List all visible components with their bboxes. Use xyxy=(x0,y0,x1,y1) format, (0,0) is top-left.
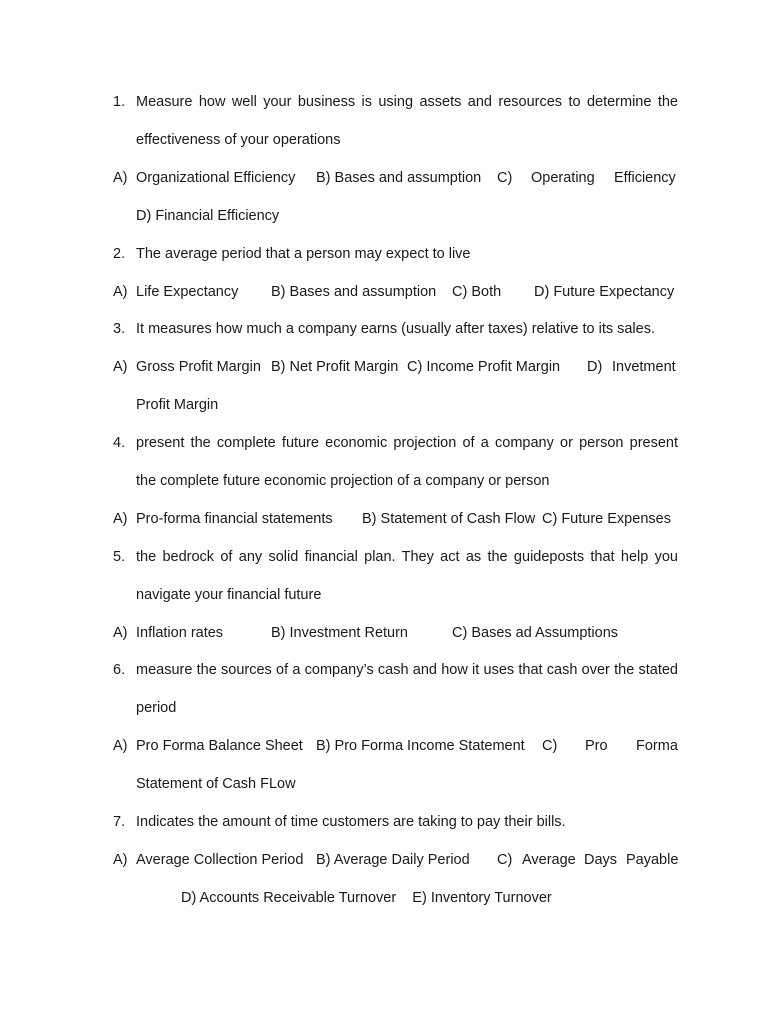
question-5-options xyxy=(0,623,768,643)
option-marker: A) xyxy=(113,511,128,527)
question-text: present the complete future economic projection of a company or person present xyxy=(136,435,678,451)
question-1-continuation xyxy=(0,130,768,150)
option-c-word: Pro xyxy=(585,738,608,754)
option-b: B) Statement of Cash Flow xyxy=(362,511,536,527)
option-marker: A) xyxy=(113,738,128,754)
question-text: measure the sources of a company’s cash and how it uses that cash over the stated xyxy=(136,662,678,678)
option-c: C) Bases ad Assumptions xyxy=(452,625,619,641)
option-marker: A) xyxy=(113,852,128,868)
question-6 xyxy=(0,660,768,680)
option-c-continuation: Statement of Cash FLow xyxy=(136,776,296,792)
option-a: Life Expectancy xyxy=(136,284,239,300)
question-4-continuation xyxy=(0,471,768,491)
option-c-marker: C) xyxy=(542,738,558,754)
option-c-word: Operating xyxy=(531,170,595,186)
option-b: B) Net Profit Margin xyxy=(271,359,399,375)
question-number: 7. xyxy=(113,814,126,830)
option-c: C) Future Expenses xyxy=(542,511,671,527)
question-6-options xyxy=(0,736,768,756)
question-number: 5. xyxy=(113,549,126,565)
question-2-options xyxy=(0,282,768,302)
question-number: 2. xyxy=(113,246,126,262)
question-number: 4. xyxy=(113,435,126,451)
question-number: 3. xyxy=(113,321,126,337)
option-d-word: Invetment xyxy=(612,359,676,375)
question-5 xyxy=(0,547,768,567)
option-a: Inflation rates xyxy=(136,625,224,641)
option-a: Average Collection Period xyxy=(136,852,304,868)
question-text: period xyxy=(136,700,177,716)
option-a: Organizational Efficiency xyxy=(136,170,296,186)
question-6-continuation xyxy=(0,698,768,718)
option-b: B) Investment Return xyxy=(271,625,408,641)
option-d-continuation: Profit Margin xyxy=(136,397,219,413)
option-c: C) Income Profit Margin xyxy=(407,359,561,375)
option-c-marker: C) xyxy=(497,852,513,868)
question-number: 1. xyxy=(113,94,126,110)
option-c-word: Average xyxy=(522,852,576,868)
question-4 xyxy=(0,433,768,453)
question-3-options-continuation xyxy=(0,395,768,415)
option-c-marker: C) xyxy=(497,170,513,186)
option-c-word: Efficiency xyxy=(614,170,676,186)
option-c-word: Payable xyxy=(626,852,679,868)
question-4-options xyxy=(0,509,768,529)
question-3-options xyxy=(0,357,768,377)
question-text: It measures how much a company earns (usually after taxes) relative to its sales. xyxy=(136,321,655,337)
question-number: 6. xyxy=(113,662,126,678)
option-c-word: Days xyxy=(584,852,618,868)
option-a: Pro Forma Balance Sheet xyxy=(136,738,303,754)
question-5-continuation xyxy=(0,585,768,605)
option-b: B) Pro Forma Income Statement xyxy=(316,738,525,754)
option-d-marker: D) xyxy=(587,359,603,375)
question-text: Indicates the amount of time customers are taking to pay their bills. xyxy=(136,814,566,830)
option-marker: A) xyxy=(113,359,128,375)
option-d-e: D) Accounts Receivable Turnover E) Inventory Turnover xyxy=(181,890,552,906)
option-a: Pro-forma financial statements xyxy=(136,511,333,527)
question-1-options-continuation xyxy=(0,206,768,226)
question-7 xyxy=(0,812,768,832)
option-d: D) Future Expectancy xyxy=(534,284,675,300)
question-2 xyxy=(0,244,768,264)
option-marker: A) xyxy=(113,170,128,186)
option-b: B) Bases and assumption xyxy=(271,284,437,300)
question-text: the bedrock of any solid financial plan. They act as the guideposts that help you xyxy=(136,549,678,565)
question-1-options xyxy=(0,168,768,188)
question-text: navigate your financial future xyxy=(136,587,322,603)
question-6-options-continuation xyxy=(0,774,768,794)
option-marker: A) xyxy=(113,284,128,300)
question-7-options xyxy=(0,850,768,870)
option-c: C) Both xyxy=(452,284,502,300)
option-marker: A) xyxy=(113,625,128,641)
question-1 xyxy=(0,92,768,112)
option-c-word: Forma xyxy=(636,738,678,754)
option-b: B) Bases and assumption xyxy=(316,170,482,186)
question-text: effectiveness of your operations xyxy=(136,132,341,148)
question-text: the complete future economic projection of a company or person xyxy=(136,473,550,489)
option-d: D) Financial Efficiency xyxy=(136,208,280,224)
option-a: Gross Profit Margin xyxy=(136,359,261,375)
question-3 xyxy=(0,319,768,339)
option-b: B) Average Daily Period xyxy=(316,852,470,868)
question-7-options-continuation xyxy=(0,888,768,908)
question-text: Measure how well your business is using assets and resources to determine the xyxy=(136,94,678,110)
question-text: The average period that a person may expect to live xyxy=(136,246,471,262)
